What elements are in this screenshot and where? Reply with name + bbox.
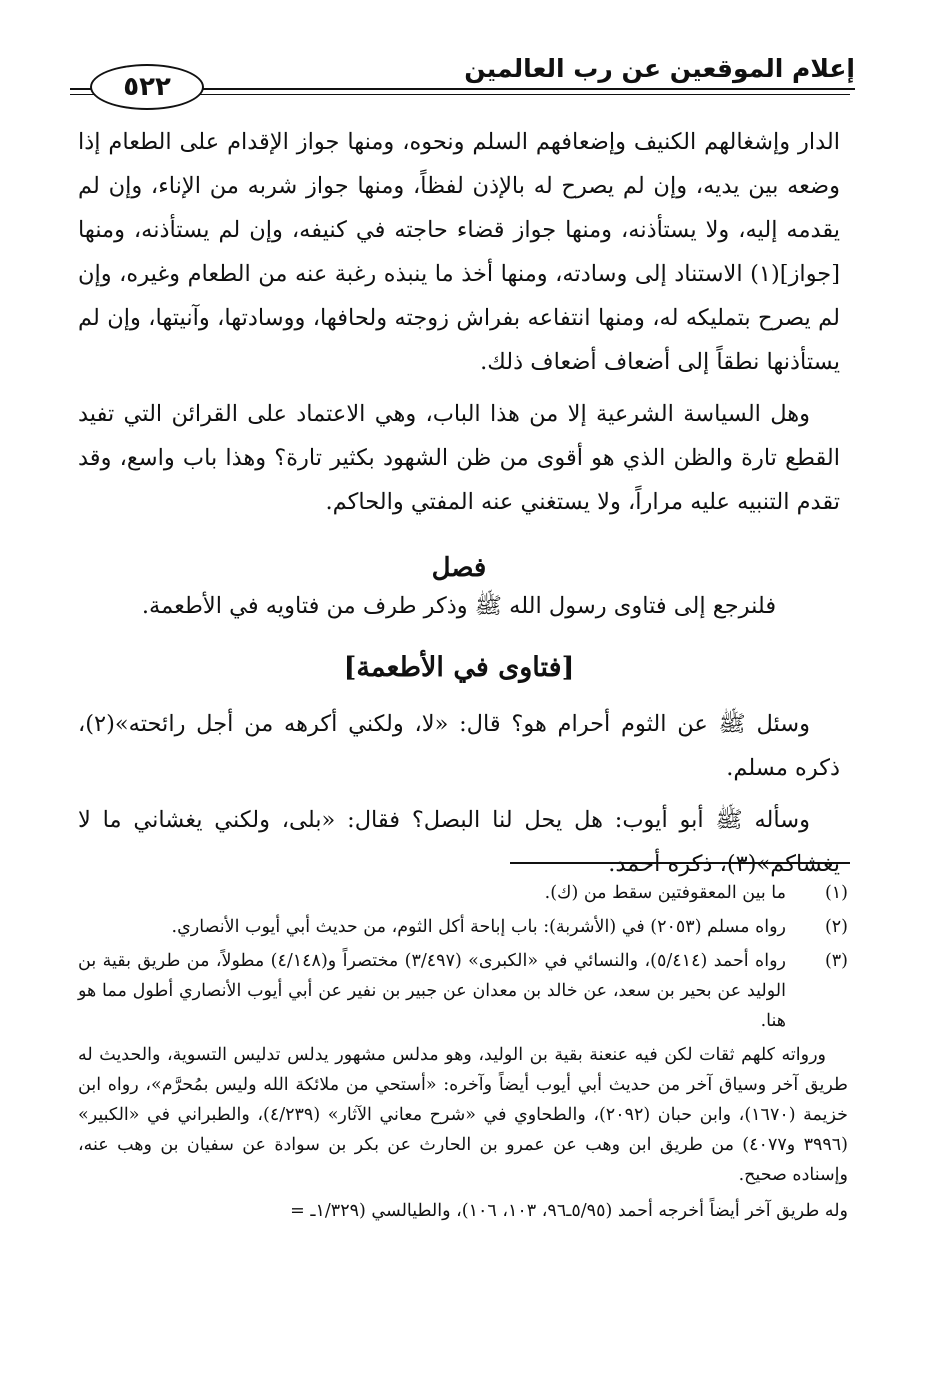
footnote-number: (٣) <box>824 951 848 971</box>
page-number: ٥٢٢ <box>90 64 204 110</box>
sub-heading: [فتاوى في الأطعمة] <box>343 652 575 683</box>
footnote-text: رواه أحمد (٥/٤١٤)، والنسائي في «الكبرى» (٣/٤٩٧) مختصراً و(٤/١٤٨) مطولاً، من طريق بقية بن الوليد عن بحير بن سعد، عن خالد بن معدان عن جبير بن نفير عن أبي أيوب الأنصاري أطول مما هو هنا. <box>78 951 786 1031</box>
footnote-text: رواه مسلم (٢٠٥٣) في (الأشربة): باب إباحة أكل الثوم، من حديث أبي أيوب الأنصاري. <box>171 917 786 937</box>
main-text <box>78 120 840 886</box>
footnote-text: ما بين المعقوفتين سقط من (ك). <box>544 883 786 903</box>
section-intro: فلنرجع إلى فتاوى رسول الله ﷺ وذكر طرف من فتاويه في الأطعمة. <box>141 593 777 619</box>
paragraph: وهل السياسة الشرعية إلا من هذا الباب، وهي الاعتماد على القرائن التي تفيد القطع تارة والظن الذي هو أقوى من ظن الشهود بكثير تارة؟ وهذا باب واسع، وقد تقدم التنبيه عليه مراراً، ولا يستغني عنه المفتي والحاكم. <box>78 401 840 515</box>
page-header <box>70 48 855 108</box>
footnote <box>78 946 848 1036</box>
footnote-separator <box>510 862 850 864</box>
footnote <box>78 912 848 942</box>
section-heading: فصل <box>431 553 487 583</box>
fatwa-paragraph: وسأله ﷺ أبو أيوب: هل يحل لنا البصل؟ فقال: «بلى، ولكني يغشاني ما لا يغشاكم»(٣)، ذكره أحمد. <box>78 807 840 877</box>
footnotes <box>78 878 848 1226</box>
fatwa-paragraph: وسئل ﷺ عن الثوم أحرام هو؟ قال: «لا، ولكني أكرهه من أجل رائحته»(٢)، ذكره مسلم. <box>78 711 840 781</box>
footnote-continuation: ورواته كلهم ثقات لكن فيه عنعنة بقية بن الوليد، وهو مدلس مشهور يدلس تدليس التسوية، والحديث له طريق آخر وسياق آخر من حديث أبي أيوب أيضاً وآخره: «أستحي من ملائكة الله وليس بمُحرَّم»، رواه ابن خزيمة (١٦٧٠)، وابن حبان (٢٠٩٢)، والطحاوي في «شرح معاني الآثار» (٤/٢٣٩)، والطبراني في «الكبير» (٣٩٩٦ و٤٠٧٧) من طريق ابن وهب عن عمرو بن الحارث عن بكر بن سوادة عن سفيان بن وهب عنه، وإسناده صحيح. <box>78 1045 848 1185</box>
footnote-number: (٢) <box>824 917 848 937</box>
paragraph: الدار وإشغالهم الكنيف وإضعافهم السلم ونحوه، ومنها جواز الإقدام على الطعام إذا وضعه بين يديه، وإن لم يصرح له بالإذن لفظاً، ومنها جواز شربه من الإناء، وإن لم يقدمه إليه، ولا يستأذنه، ومنها جواز قضاء حاجته في كنيفه، وإن لم يستأذنه، ومنها [جواز](١) الاستناد إلى وسادته، ومنها أخذ ما ينبذه رغبة عنه من الطعام وغيره، وإن لم يصرح بتمليكه له، ومنها انتفاعه بفراش زوجته ولحافها، ووسادتها، وآنيتها، وإن لم يستأذنها نطقاً إلى أضعاف أضعاف ذلك. <box>78 129 840 375</box>
book-title: إعلام الموقعين عن رب العالمين <box>464 54 855 83</box>
footnote-number: (١) <box>824 883 848 903</box>
footnote-last-line: وله طريق آخر أيضاً أخرجه أحمد (٥/٩٥ـ٩٦، ١٠٣، ١٠٦)، والطيالسي (١/٣٢٩ـ = <box>290 1201 848 1221</box>
footnote <box>78 878 848 908</box>
